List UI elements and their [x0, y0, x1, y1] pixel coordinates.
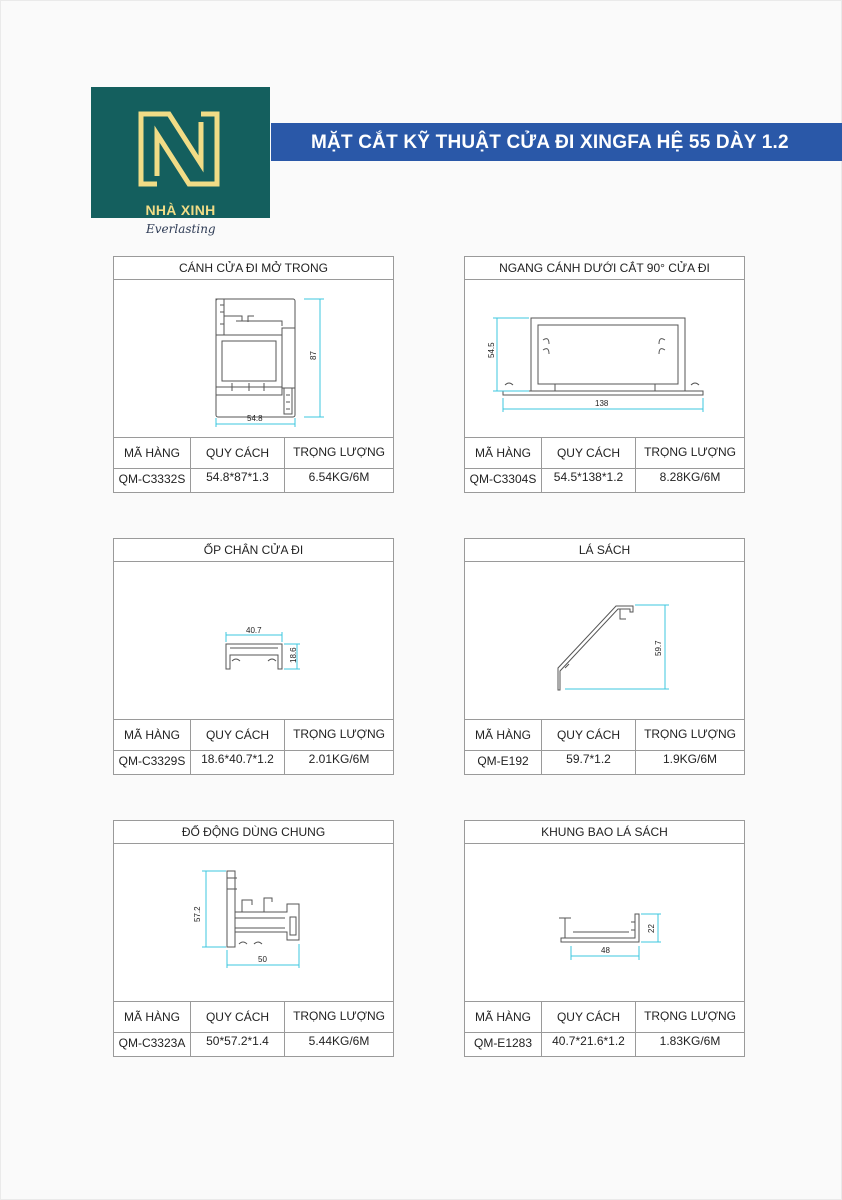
product-code: QM-C3332S: [114, 469, 191, 494]
profile-outline: [216, 299, 295, 417]
profile-outline: [227, 871, 299, 947]
spec-table: [114, 437, 393, 493]
product-title: CÁNH CỬA ĐI MỞ TRONG: [114, 257, 393, 280]
profile-drawing: [465, 844, 744, 1001]
profile-drawing: [114, 280, 393, 437]
header-spec: QUY CÁCH: [542, 1002, 636, 1033]
profile-svg: [114, 844, 393, 1001]
dimension-lines: [493, 318, 703, 412]
header-spec: QUY CÁCH: [191, 720, 285, 751]
dimension-label-height: 57.2: [193, 906, 202, 922]
spec-table: [465, 719, 744, 775]
brand-name: NHÀ XINH: [145, 202, 216, 218]
profile-outline: [559, 914, 639, 942]
product-code: QM-C3329S: [114, 751, 191, 776]
header-code: MÃ HÀNG: [114, 438, 191, 469]
spec-table: [114, 719, 393, 775]
profile-outline: [226, 644, 282, 669]
product-title: LÁ SÁCH: [465, 539, 744, 562]
dimension-label-height: 59.7: [654, 640, 663, 656]
product-card-ngang-canh-duoi: [464, 256, 745, 493]
product-spec: 54.8*87*1.3: [191, 469, 285, 494]
header-weight: TRỌNG LƯỢNG: [285, 720, 394, 751]
product-title: ĐỐ ĐỘNG DÙNG CHUNG: [114, 821, 393, 844]
product-code: QM-C3323A: [114, 1033, 191, 1058]
header-weight: TRỌNG LƯỢNG: [285, 1002, 394, 1033]
product-spec: 59.7*1.2: [542, 751, 636, 776]
profile-drawing: [114, 844, 393, 1001]
product-weight: 5.44KG/6M: [285, 1033, 394, 1058]
profile-svg: [465, 280, 744, 437]
profile-outline: [558, 606, 633, 690]
dimension-label-height: 54.5: [487, 342, 496, 358]
profile-svg: [465, 562, 744, 719]
product-title: KHUNG BAO LÁ SÁCH: [465, 821, 744, 844]
product-weight: 1.83KG/6M: [636, 1033, 745, 1058]
product-spec: 50*57.2*1.4: [191, 1033, 285, 1058]
product-weight: 6.54KG/6M: [285, 469, 394, 494]
product-weight: 8.28KG/6M: [636, 469, 745, 494]
product-card-do-dong-dung-chung: [113, 820, 394, 1057]
product-card-canh-cua-di-mo-trong: [113, 256, 394, 493]
dimension-label-width: 138: [595, 399, 609, 408]
header-spec: QUY CÁCH: [542, 720, 636, 751]
dimension-label-width: 54.8: [247, 414, 263, 423]
header-code: MÃ HÀNG: [114, 720, 191, 751]
header-code: MÃ HÀNG: [465, 720, 542, 751]
product-spec: 40.7*21.6*1.2: [542, 1033, 636, 1058]
dimension-label-height: 87: [309, 351, 318, 360]
dimension-lines: [202, 871, 299, 968]
logo-n-mark-icon: [137, 110, 221, 189]
product-spec: 54.5*138*1.2: [542, 469, 636, 494]
product-code: QM-E1283: [465, 1033, 542, 1058]
product-weight: 1.9KG/6M: [636, 751, 745, 776]
header-weight: TRỌNG LƯỢNG: [285, 438, 394, 469]
brand-tagline: Everlasting: [146, 222, 216, 236]
dimension-lines: [571, 914, 661, 960]
product-card-khung-bao-la-sach: [464, 820, 745, 1057]
spec-table: [465, 1001, 744, 1057]
profile-svg: [114, 280, 393, 437]
dimension-label-height: 18.6: [289, 647, 298, 663]
dimension-lines: [216, 299, 324, 427]
dimension-label-width: 48: [601, 946, 610, 955]
profile-drawing: [465, 280, 744, 437]
header-code: MÃ HÀNG: [114, 1002, 191, 1033]
product-card-op-chan-cua-di: [113, 538, 394, 775]
product-weight: 2.01KG/6M: [285, 751, 394, 776]
product-title: NGANG CÁNH DƯỚI CẮT 90° CỬA ĐI: [465, 257, 744, 280]
dimension-label-width: 40.7: [246, 626, 262, 635]
title-band: [271, 123, 842, 161]
dimension-label-width: 50: [258, 955, 267, 964]
product-title: ỐP CHÂN CỬA ĐI: [114, 539, 393, 562]
spec-table: [114, 1001, 393, 1057]
dimension-label-height: 22: [647, 924, 656, 933]
header-weight: TRỌNG LƯỢNG: [636, 1002, 745, 1033]
header-code: MÃ HÀNG: [465, 1002, 542, 1033]
profile-svg: [114, 562, 393, 719]
profile-outline: [503, 318, 703, 395]
product-code: QM-E192: [465, 751, 542, 776]
product-card-la-sach: [464, 538, 745, 775]
profile-drawing: [114, 562, 393, 719]
header-code: MÃ HÀNG: [465, 438, 542, 469]
spec-table: [465, 437, 744, 493]
brand-logo: [91, 87, 270, 218]
header-spec: QUY CÁCH: [191, 1002, 285, 1033]
product-spec: 18.6*40.7*1.2: [191, 751, 285, 776]
profile-drawing: [465, 562, 744, 719]
page-title: MẶT CẮT KỸ THUẬT CỬA ĐI XINGFA HỆ 55 DÀY 1.2: [311, 132, 789, 153]
header-weight: TRỌNG LƯỢNG: [636, 720, 745, 751]
header-spec: QUY CÁCH: [191, 438, 285, 469]
product-code: QM-C3304S: [465, 469, 542, 494]
header-weight: TRỌNG LƯỢNG: [636, 438, 745, 469]
profile-svg: [465, 844, 744, 1001]
header-spec: QUY CÁCH: [542, 438, 636, 469]
